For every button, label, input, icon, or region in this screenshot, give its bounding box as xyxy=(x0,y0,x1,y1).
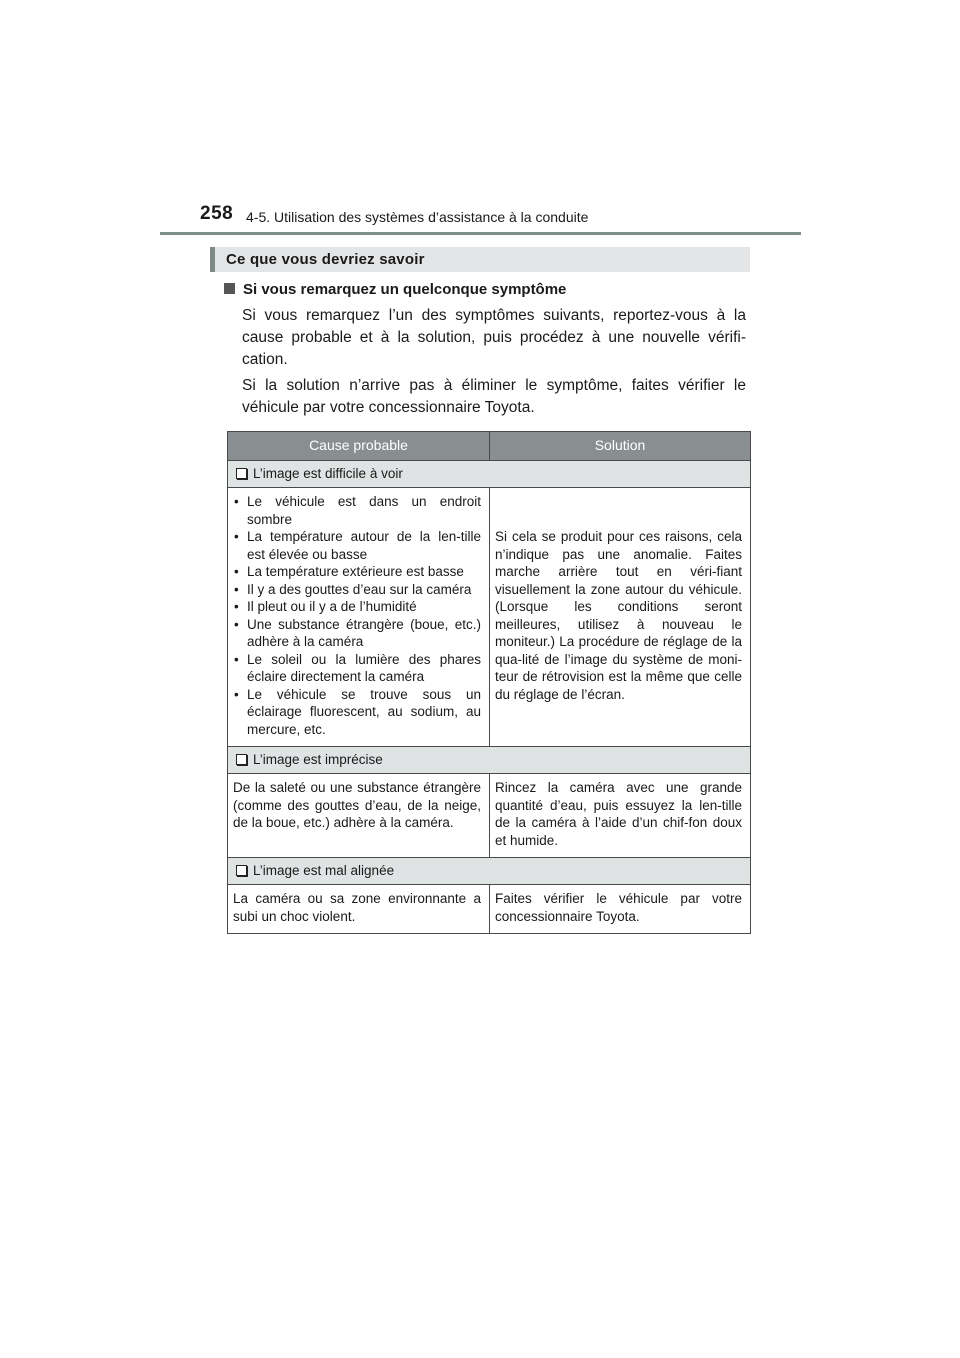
column-header-cause: Cause probable xyxy=(228,432,490,461)
list-item: • Il y a des gouttes d’eau sur la caméra xyxy=(233,581,481,599)
checkbox-icon xyxy=(236,865,247,876)
solution-cell: Si cela se produit pour ces raisons, cela n’indique pas une anomalie. Faites marche arrière tout en véri-fiant visuellement la zone autour du véhicule. (Lorsque les conditions seront meilleures, utilisez à nouveau le moniteur.) La procédure de réglage de la qua-lité de l’image du système de moni-teur de rétrovision est la même que celle du réglage de l’écran. xyxy=(490,488,751,747)
cause-cell xyxy=(228,488,490,747)
cause-cell: De la saleté ou une substance étrangère (comme des gouttes d’eau, de la neige, de la boue, etc.) adhère à la caméra. xyxy=(228,774,490,858)
category-cell xyxy=(228,461,751,488)
category-cell xyxy=(228,858,751,885)
table-row xyxy=(228,885,751,934)
solution-cell: Rincez la caméra avec une grande quantité d’eau, puis essuyez la len-tille de la caméra à l’aide d’un chif-fon doux et humide. xyxy=(490,774,751,858)
list-item: • Le soleil ou la lumière des phares éclaire directement la caméra xyxy=(233,651,481,686)
section-title: 4-5. Utilisation des systèmes d’assistance à la conduite xyxy=(246,209,589,225)
page-number: 258 xyxy=(200,203,234,224)
cause-list xyxy=(233,493,481,738)
category-row xyxy=(228,461,751,488)
solution-cell: Faites vérifier le véhicule par votre concessionnaire Toyota. xyxy=(490,885,751,934)
checkbox-icon xyxy=(236,468,247,479)
list-item: • La température autour de la len-tille est élevée ou basse xyxy=(233,528,481,563)
table-row xyxy=(228,774,751,858)
category-label: L’image est difficile à voir xyxy=(253,466,403,482)
list-item: • Une substance étrangère (boue, etc.) adhère à la caméra xyxy=(233,616,481,651)
square-bullet-icon xyxy=(224,283,235,294)
list-item: • Le véhicule est dans un endroit sombre xyxy=(233,493,481,528)
table-row xyxy=(228,488,751,747)
category-label: L’image est imprécise xyxy=(253,752,383,768)
list-item: • La température extérieure est basse xyxy=(233,563,481,581)
sub-heading xyxy=(224,281,566,298)
list-item: • Il pleut ou il y a de l’humidité xyxy=(233,598,481,616)
info-box-heading: Ce que vous devriez savoir xyxy=(210,247,750,272)
category-label: L’image est mal alignée xyxy=(253,863,395,879)
category-cell xyxy=(228,747,751,774)
category-row xyxy=(228,858,751,885)
table-header-row xyxy=(228,432,751,461)
cause-cell: La caméra ou sa zone environnante a subi un choc violent. xyxy=(228,885,490,934)
paragraph-dealer: Si la solution n’arrive pas à éliminer le symptôme, faites vérifier le véhicule par votre concessionnaire Toyota. xyxy=(242,377,746,416)
column-header-solution: Solution xyxy=(490,432,751,461)
list-item: • Le véhicule se trouve sous un éclairage fluorescent, au sodium, au mercure, etc. xyxy=(233,686,481,739)
category-row xyxy=(228,747,751,774)
checkbox-icon xyxy=(236,754,247,765)
paragraph-intro: Si vous remarquez l’un des symptômes suivants, reportez-vous à la cause probable et à la solution, puis procédez à une nouvelle vérifi-cation. xyxy=(242,307,746,368)
troubleshooting-table xyxy=(227,431,751,934)
sub-heading-text: Si vous remarquez un quelconque symptôme xyxy=(243,281,567,298)
header-divider xyxy=(160,232,801,235)
